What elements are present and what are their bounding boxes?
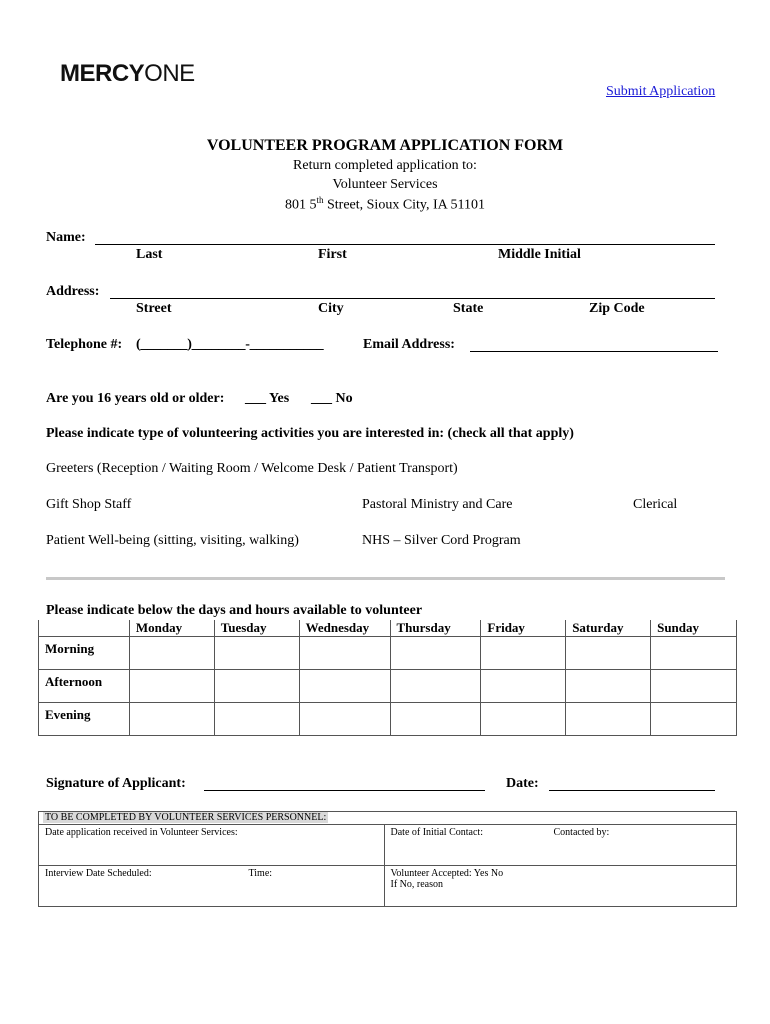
- availability-cell[interactable]: [390, 703, 481, 736]
- activity-wellbeing[interactable]: Patient Well-being (sitting, visiting, walking): [46, 533, 299, 548]
- office-row: [39, 866, 737, 907]
- age-yes-option[interactable]: ___ Yes: [245, 391, 290, 406]
- header-corner: [39, 620, 130, 637]
- mailing-address: 801 5th Street, Sioux City, IA 51101: [284, 195, 486, 213]
- return-line: Return completed application to:: [293, 158, 477, 173]
- contacted-by-label: Contacted by:: [553, 827, 610, 838]
- availability-cell[interactable]: [129, 637, 214, 670]
- period-label: Evening: [39, 703, 130, 736]
- day-header: Thursday: [390, 620, 481, 637]
- activity-greeters[interactable]: Greeters (Reception / Waiting Room / Welcome Desk / Patient Transport): [46, 461, 458, 476]
- address-zip-caption: Zip Code: [589, 301, 645, 316]
- office-row: [39, 825, 737, 866]
- accepted-label: Volunteer Accepted: Yes No: [390, 868, 504, 879]
- email-field[interactable]: [470, 351, 718, 352]
- availability-table: [38, 620, 737, 736]
- name-first-caption: First: [318, 247, 347, 262]
- table-row: [39, 703, 737, 736]
- table-row: [39, 670, 737, 703]
- period-label: Morning: [39, 637, 130, 670]
- table-row: [39, 637, 737, 670]
- availability-cell[interactable]: [566, 703, 651, 736]
- day-header: Sunday: [651, 620, 737, 637]
- office-heading-cell: [39, 812, 737, 825]
- activity-pastoral[interactable]: Pastoral Ministry and Care: [362, 497, 513, 512]
- availability-cell[interactable]: [481, 703, 566, 736]
- name-field[interactable]: [95, 244, 715, 245]
- day-header: Wednesday: [299, 620, 390, 637]
- interview-label: Interview Date Scheduled:: [45, 868, 152, 879]
- period-label: Afternoon: [39, 670, 130, 703]
- activity-gift-shop[interactable]: Gift Shop Staff: [46, 497, 132, 512]
- availability-cell[interactable]: [299, 703, 390, 736]
- initial-contact-label: Date of Initial Contact:: [390, 827, 483, 838]
- age-no-option[interactable]: ___ No: [311, 391, 353, 406]
- availability-cell[interactable]: [299, 670, 390, 703]
- received-cell[interactable]: [39, 825, 385, 866]
- date-field[interactable]: [549, 790, 715, 791]
- age-question: Are you 16 years old or older:: [46, 391, 225, 406]
- day-header: Monday: [129, 620, 214, 637]
- email-label: Email Address:: [363, 337, 455, 352]
- activities-prompt: Please indicate type of volunteering activities you are interested in: (check all that apply): [46, 426, 574, 441]
- telephone-field[interactable]: (_______)________-___________: [136, 337, 324, 352]
- name-label: Name:: [46, 230, 86, 245]
- time-label: Time:: [248, 868, 273, 879]
- availability-cell[interactable]: [481, 637, 566, 670]
- accepted-cell[interactable]: [384, 866, 737, 907]
- day-header: Friday: [481, 620, 566, 637]
- availability-cell[interactable]: [566, 670, 651, 703]
- name-middle-caption: Middle Initial: [498, 247, 581, 262]
- office-use-table: [38, 811, 737, 907]
- address-city-caption: City: [318, 301, 344, 316]
- availability-cell[interactable]: [214, 637, 299, 670]
- availability-cell[interactable]: [566, 637, 651, 670]
- availability-cell[interactable]: [214, 703, 299, 736]
- availability-cell[interactable]: [214, 670, 299, 703]
- availability-cell[interactable]: [481, 670, 566, 703]
- address-field[interactable]: [110, 298, 715, 299]
- interview-cell[interactable]: [39, 866, 385, 907]
- address-state-caption: State: [453, 301, 484, 316]
- activity-clerical[interactable]: Clerical: [633, 497, 678, 512]
- signature-label: Signature of Applicant:: [46, 776, 186, 791]
- availability-cell[interactable]: [651, 703, 737, 736]
- address-street-caption: Street: [136, 301, 172, 316]
- availability-cell[interactable]: [129, 670, 214, 703]
- availability-cell[interactable]: [390, 670, 481, 703]
- received-label: Date application received in Volunteer Services:: [45, 827, 238, 838]
- logo-text-mercy: MERCY: [60, 60, 145, 87]
- availability-cell[interactable]: [651, 637, 737, 670]
- telephone-label: Telephone #:: [46, 337, 123, 352]
- availability-cell[interactable]: [390, 637, 481, 670]
- reason-label: If No, reason: [390, 879, 443, 890]
- form-title: VOLUNTEER PROGRAM APPLICATION FORM: [206, 137, 564, 154]
- address-label: Address:: [46, 284, 100, 299]
- office-heading-row: [39, 812, 737, 825]
- signature-field[interactable]: [204, 790, 485, 791]
- date-label: Date:: [506, 776, 539, 791]
- availability-cell[interactable]: [651, 670, 737, 703]
- availability-cell[interactable]: [299, 637, 390, 670]
- name-last-caption: Last: [136, 247, 163, 262]
- day-header: Tuesday: [214, 620, 299, 637]
- submit-application-link[interactable]: Submit Application: [606, 84, 716, 99]
- table-header-row: [39, 620, 737, 637]
- activity-nhs[interactable]: NHS – Silver Cord Program: [362, 533, 521, 548]
- logo-text-one: ONE: [144, 60, 195, 87]
- office-heading: TO BE COMPLETED BY VOLUNTEER SERVICES PERSONNEL:: [45, 812, 327, 823]
- mercyone-logo: [60, 60, 195, 88]
- section-divider: [46, 577, 725, 580]
- contact-cell[interactable]: [384, 825, 737, 866]
- schedule-prompt: Please indicate below the days and hours available to volunteer: [46, 603, 423, 618]
- availability-cell[interactable]: [129, 703, 214, 736]
- dept-name: Volunteer Services: [332, 177, 438, 192]
- day-header: Saturday: [566, 620, 651, 637]
